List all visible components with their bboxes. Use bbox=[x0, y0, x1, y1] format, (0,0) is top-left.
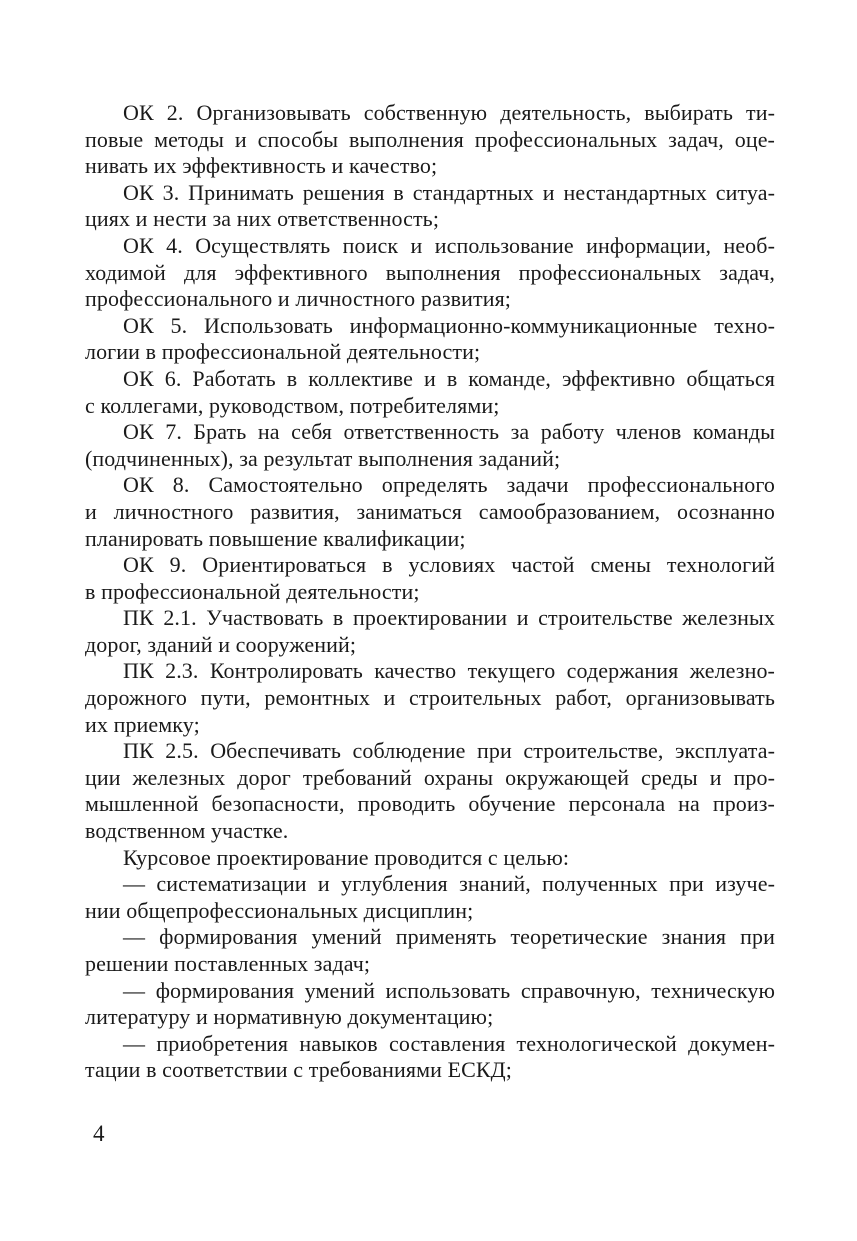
paragraph bbox=[85, 871, 775, 924]
text-line: дорог, зданий и сооружений; bbox=[85, 631, 357, 657]
paragraph bbox=[85, 552, 775, 605]
text-line: ОК 9. Ориентироваться в условиях частой смены технологий bbox=[123, 552, 775, 578]
text-line: Курсовое проектирование проводится с целью: bbox=[123, 844, 570, 870]
text-line: циях и нести за них ответственность; bbox=[85, 206, 440, 232]
text-line: нивать их эффективность и качество; bbox=[85, 153, 438, 179]
paragraph bbox=[85, 605, 775, 658]
paragraph bbox=[85, 658, 775, 738]
text-line: ОК 4. Осуществлять поиск и использование информации, необ- bbox=[123, 232, 775, 258]
text-line: ходимой для эффективного выполнения профессиональных задач, bbox=[85, 259, 775, 285]
paragraph bbox=[85, 1031, 775, 1084]
paragraph bbox=[85, 366, 775, 419]
text-block bbox=[85, 100, 775, 1084]
text-line: профессионального и личностного развития; bbox=[85, 286, 512, 312]
text-line: планировать повышение квалификации; bbox=[85, 525, 466, 551]
paragraph bbox=[85, 100, 775, 180]
text-line: тации в соответствии с требованиями ЕСКД; bbox=[85, 1057, 512, 1083]
text-line: — приобретения навыков составления технологической докумен- bbox=[123, 1030, 775, 1056]
text-line: ОК 7. Брать на себя ответственность за работу членов команды bbox=[123, 419, 775, 445]
text-line: ции железных дорог требований охраны окружающей среды и про- bbox=[85, 764, 775, 790]
text-line: ОК 3. Принимать решения в стандартных и нестандартных ситуа- bbox=[123, 179, 775, 205]
text-line: — систематизации и углубления знаний, полученных при изуче- bbox=[123, 871, 775, 897]
paragraph bbox=[85, 738, 775, 844]
text-line: мышленной безопасности, проводить обучение персонала на произ- bbox=[85, 791, 775, 817]
text-line: решении поставленных задач; bbox=[85, 951, 371, 976]
text-line: дорожного пути, ремонтных и строительных работ, организовывать bbox=[85, 685, 775, 711]
text-line: литературу и нормативную документацию; bbox=[85, 1004, 494, 1030]
text-line: логии в профессиональной деятельности; bbox=[85, 339, 481, 365]
text-line: ПК 2.5. Обеспечивать соблюдение при строительстве, эксплуата- bbox=[123, 738, 775, 764]
text-line: ОК 6. Работать в коллективе и в команде, эффективно общаться bbox=[123, 365, 775, 391]
text-line: ПК 2.3. Контролировать качество текущего содержания железно- bbox=[123, 658, 775, 684]
text-line: — формирования умений использовать справочную, техническую bbox=[123, 977, 775, 1003]
paragraph bbox=[85, 924, 775, 977]
text-line: — формирования умений применять теоретические знания при bbox=[123, 924, 775, 950]
text-line: ОК 8. Самостоятельно определять задачи профессионального bbox=[123, 472, 775, 498]
paragraph bbox=[85, 233, 775, 313]
text-line: водственном участке. bbox=[85, 818, 289, 844]
paragraph bbox=[85, 419, 775, 472]
paragraph bbox=[85, 978, 775, 1031]
text-line: с коллегами, руководством, потребителями; bbox=[85, 392, 500, 418]
text-line: нии общепрофессиональных дисциплин; bbox=[85, 897, 474, 923]
text-line: ОК 2. Организовывать собственную деятельность, выбирать ти- bbox=[123, 100, 775, 125]
text-line: и личностного развития, заниматься самообразованием, осознанно bbox=[85, 498, 775, 524]
page-number: 4 bbox=[93, 1121, 105, 1146]
text-line: их приемку; bbox=[85, 711, 200, 737]
text-line: ПК 2.1. Участвовать в проектировании и строительстве железных bbox=[123, 605, 775, 631]
paragraph bbox=[85, 845, 775, 872]
text-line: повые методы и способы выполнения профессиональных задач, оце- bbox=[85, 126, 775, 152]
paragraph bbox=[85, 313, 775, 366]
paragraph bbox=[85, 472, 775, 552]
text-line: (подчиненных), за результат выполнения заданий; bbox=[85, 445, 561, 471]
text-line: ОК 5. Использовать информационно-коммуникационные техно- bbox=[123, 312, 775, 338]
text-line: в профессиональной деятельности; bbox=[85, 578, 420, 604]
paragraph bbox=[85, 180, 775, 233]
